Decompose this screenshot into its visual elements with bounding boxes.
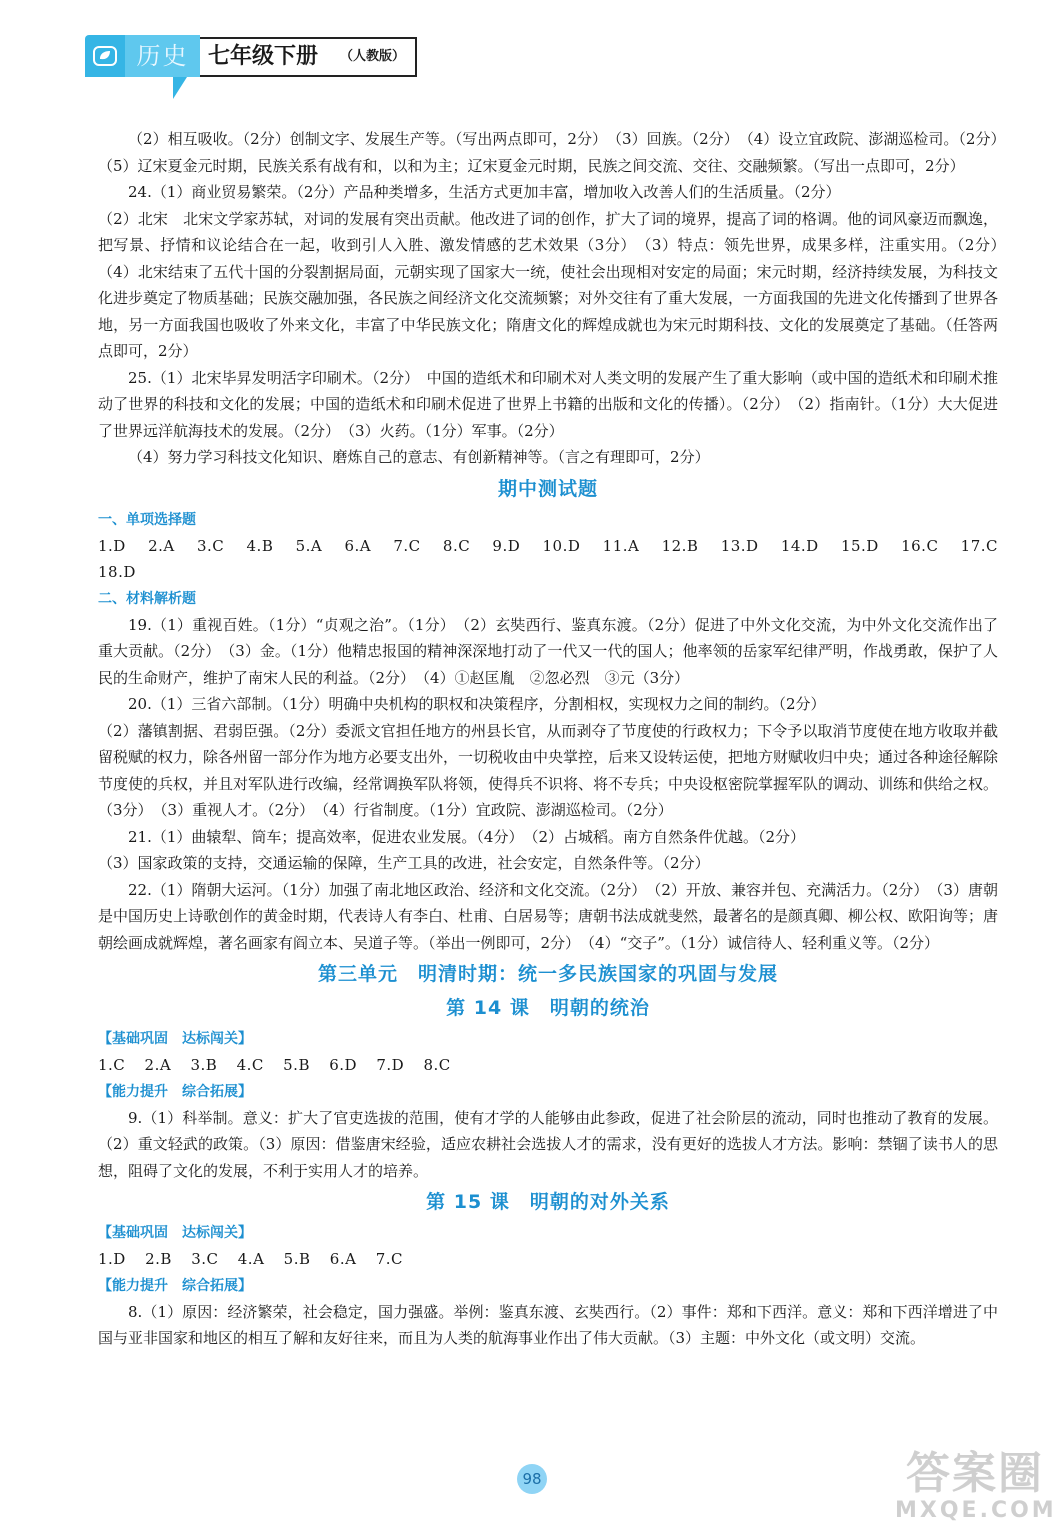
answer-paragraph: 19.（1）重视百姓。（1分）“贞观之治”。（1分） （2）玄奘西行、鉴真东渡。（2分）促进了中外文化交流，为中外文化交流作出了重大贡献。（2分） （3）金。（1分）他精忠报国的精神深深地打动了一代又一代的国人；他率领的岳家军纪律严明，作战勇敢，保护了人民的生命财产，维护了南宋人民的利益。（2分） （4）①赵匡胤 ②忽必烈 ③元（3分） [98,615,998,687]
book-title: 七年级下册 [208,44,319,69]
answer-paragraph: 25.（1）北宋毕昇发明活字印刷术。（2分） 中国的造纸术和印刷术对人类文明的发展产生了重大影响（或中国的造纸术和印刷术推动了世界的科技和文化的发展；中国的造纸术和印刷术促进了世界上书籍的出版和文化的传播）。（2分） （2）指南针。（1分）大大促进了世界远洋航海技术的发展。（2分） （3）火药。（1分）军事。（2分） [98,368,998,440]
answer-paragraph: 8.（1）原因：经济繁荣，社会稳定，国力强盛。举例：鉴真东渡、玄奘西行。（2）事件：郑和下西洋。意义：郑和下西洋增进了中国与亚非国家和地区的相互了解和友好往来，而且为人类的航海事业作出了伟大贡献。（3）主题：中外文化（或文明）交流。 [98,1302,998,1347]
answer-paragraph: （4）努力学习科技文化知识、磨炼自己的意志、有创新精神等。（言之有理即可，2分） [128,448,710,466]
page-header [85,35,420,77]
answer-paragraph: 9.（1）科举制。意义：扩大了官吏选拔的范围，使有才学的人能够由此参政，促进了社会阶层的流动，同时也推动了教育的发展。（2）重文轻武的政策。（3）原因：借鉴唐宋经验，适应农耕社会选拔人才的需求，没有更好的选拔人才方法。影响：禁锢了读书人的思想，阻碍了文化的发展，不利于实用人才的培养。 [98,1108,998,1180]
answer-key-line: 1.D 2.A 3.C 4.B 5.A 6.A 7.C 8.C 9.D 10.D 11.A 12.B 13.D 14.D 15.D 16.C 17.C 18.D [98,536,998,581]
leaf-icon [93,44,117,68]
title-box [200,37,417,77]
unit-heading: 第三单元 明清时期：统一多民族国家的巩固与发展 [317,963,778,985]
answer-key-line: 1.D 2.B 3.C 4.A 5.B 6.A 7.C [98,1250,403,1268]
answer-paragraph: （2）藩镇割据、君弱臣强。（2分）委派文官担任地方的州县长官，从而剥夺了节度使的行政权力；下令予以取消节度使在地方收取并截留税赋的权力，除各州留一部分作为地方必要支出外，一切税收由中央掌控，后来又设转运使，把地方财赋收归中央；通过各种途径解除节度使的兵权，并且对军队进行改编，经常调换军队将领，使得兵不识将、将不专兵；中央设枢密院掌握军队的调动、训练和供给之权。（3分） （3）重视人才。（2分） （4）行省制度。（1分）宜政院、澎湖巡检司。（2分） [98,721,999,819]
book-edition: （人教版） [340,49,406,64]
lesson-heading: 第 15 课 明朝的对外关系 [426,1191,670,1213]
header-decoration [173,77,187,99]
header-logo [85,35,125,77]
lesson-heading: 第 14 课 明朝的统治 [446,997,650,1019]
subject-label: 历史 [125,35,200,77]
page-number: 98 [517,1464,547,1494]
answer-paragraph: 21.（1）曲辕犁、筒车；提高效率，促进农业发展。（4分） （2）占城稻。南方自然条件优越。（2分） [128,827,806,846]
answer-content [98,126,1014,1352]
watermark-logo [895,1450,1055,1530]
answer-key-line: 1.C 2.A 3.B 4.C 5.B 6.D 7.D 8.C [98,1056,451,1074]
subsection-heading: 二、材料解析题 [98,590,196,607]
section-tag: 【基础巩固 达标闯关】 [98,1031,252,1047]
answer-paragraph: （3）国家政策的支持，交通运输的保障，生产工具的改进，社会安定，自然条件等。（2分） [98,854,710,872]
subsection-heading: 一、单项选择题 [98,511,196,528]
section-heading-midterm: 期中测试题 [497,477,598,500]
watermark-url: MXQE.COM [895,1498,1057,1523]
answer-paragraph: 20.（1）三省六部制。（1分）明确中央机构的职权和决策程序，分割相权，实现权力之间的制约。（2分） [128,695,826,713]
answer-paragraph: 24.（1）商业贸易繁荣。（2分）产品种类增多，生活方式更加丰富，增加收入改善人们的生活质量。（2分） [128,183,841,201]
section-tag: 【基础巩固 达标闯关】 [98,1225,252,1241]
watermark-text: 答案圈 [906,1448,1044,1499]
section-tag: 【能力提升 综合拓展】 [98,1277,252,1294]
answer-paragraph: 22.（1）隋朝大运河。（1分）加强了南北地区政治、经济和文化交流。（2分） （2）开放、兼容并包、充满活力。（2分） （3）唐朝是中国历史上诗歌创作的黄金时期，代表诗人有李白、杜甫、白居易等；唐朝书法成就斐然，最著名的是颜真卿、柳公权、欧阳询等；唐朝绘画成就辉煌，著名画家有阎立本、吴道子等。（举出一例即可，2分） （4）“交子”。（1分）诚信待人、轻利重义等。（2分） [98,880,999,952]
answer-paragraph: （2）相互吸收。（2分）创制文字、发展生产等。（写出两点即可，2分） （3）回族。（2分） （4）设立宜政院、澎湖巡检司。（2分） （5）辽宋夏金元时期，民族关系有战有和，以和为主；辽宋夏金元时期，民族之间交流、交往、交融频繁。（写出一点即可，2分） [98,130,1014,175]
section-tag: 【能力提升 综合拓展】 [98,1083,252,1100]
answer-paragraph: （2）北宋 北宋文学家苏轼，对词的发展有突出贡献。他改进了词的创作，扩大了词的境界，提高了词的格调。他的词风豪迈而飘逸，把写景、抒情和议论结合在一起，收到引人入胜、激发情感的艺术效果（3分） （3）特点：领先世界，成果多样，注重实用。（2分） （4）北宋结束了五代十国的分裂割据局面，元朝实现了国家大一统，使社会出现相对安定的局面；宋元时期，经济持续发展，为科技文化进步奠定了物质基础；民族交融加强，各民族之间经济文化交流频繁；对外交往有了重大发展，一方面我国的先进文化传播到了世界各地，另一方面我国也吸收了外来文化，丰富了中华民族文化；隋唐文化的辉煌成就也为宋元时期科技、文化的发展奠定了基础。（任答两点即可，2分） [98,209,1014,360]
